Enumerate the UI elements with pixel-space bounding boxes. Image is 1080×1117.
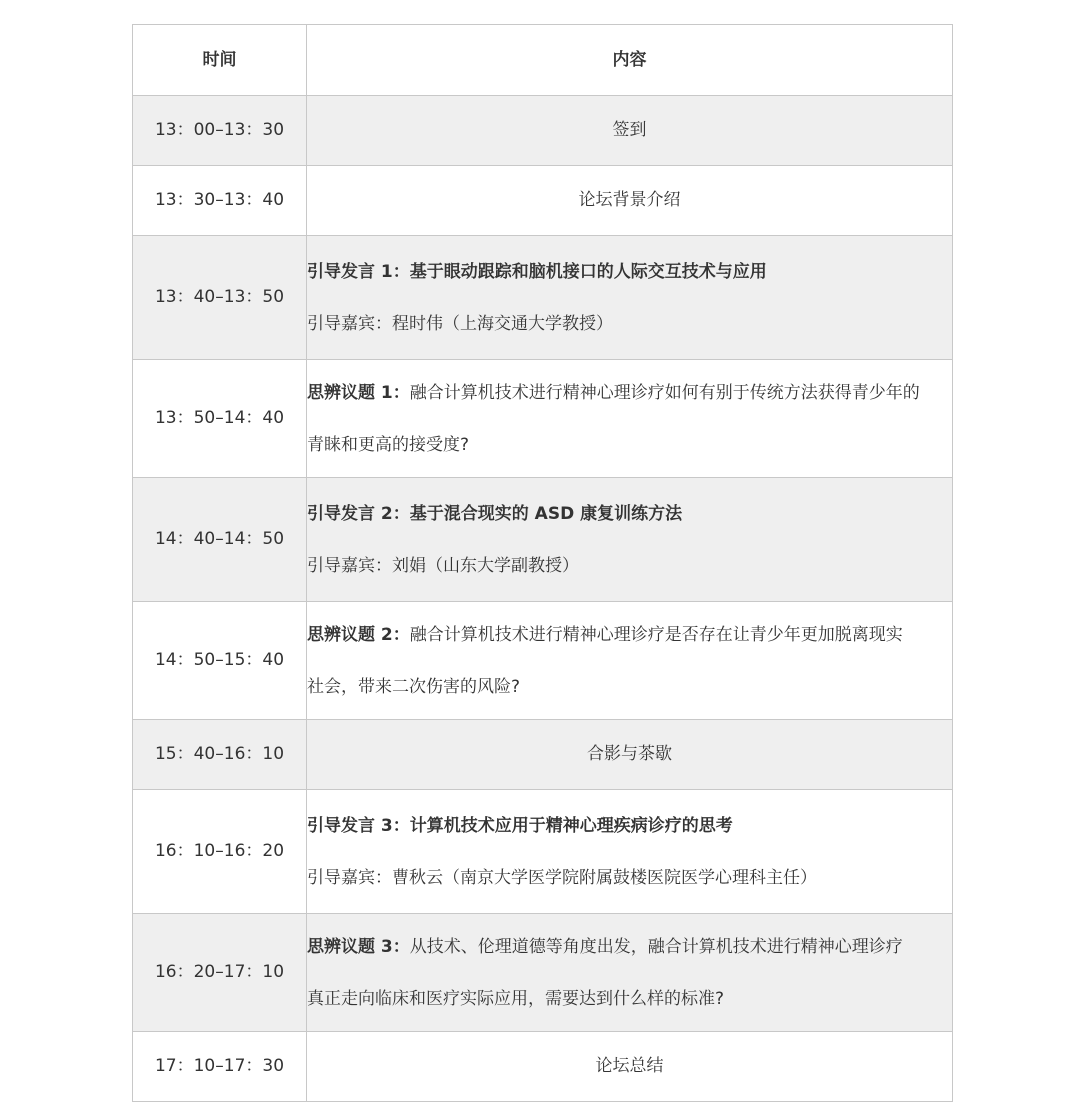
topic-text-line1: 融合计算机技术进行精神心理诊疗是否存在让青少年更加脱离现实 bbox=[409, 624, 903, 645]
time-cell: 13：40–13：50 bbox=[133, 236, 307, 360]
table-row bbox=[133, 914, 953, 1032]
talk-guest: 引导嘉宾：刘娟（山东大学副教授） bbox=[307, 555, 579, 576]
content-cell: 论坛总结 bbox=[307, 1032, 953, 1102]
time-cell: 15：40–16：10 bbox=[133, 720, 307, 790]
content-cell bbox=[307, 790, 953, 914]
topic-label: 思辨议题 3： bbox=[307, 936, 410, 957]
topic-label: 思辨议题 2： bbox=[307, 624, 410, 645]
table-row bbox=[133, 602, 953, 720]
content-cell bbox=[307, 478, 953, 602]
time-cell: 14：40–14：50 bbox=[133, 478, 307, 602]
talk-title: 引导发言 2：基于混合现实的 ASD 康复训练方法 bbox=[307, 503, 683, 524]
table-row bbox=[133, 236, 953, 360]
table-header-row bbox=[133, 25, 953, 96]
content-cell bbox=[307, 360, 953, 478]
talk-title: 引导发言 1：基于眼动跟踪和脑机接口的人际交互技术与应用 bbox=[307, 261, 767, 282]
time-cell: 16：20–17：10 bbox=[133, 914, 307, 1032]
topic-text-line2: 真正走向临床和医疗实际应用，需要达到什么样的标准? bbox=[307, 988, 725, 1009]
topic-text-line1: 从技术、伦理道德等角度出发，融合计算机技术进行精神心理诊疗 bbox=[409, 936, 903, 957]
table-row bbox=[133, 790, 953, 914]
topic-text-line2: 青睐和更高的接受度? bbox=[307, 434, 470, 455]
topic-text-line1: 融合计算机技术进行精神心理诊疗如何有别于传统方法获得青少年的 bbox=[409, 382, 920, 403]
time-cell: 13：00–13：30 bbox=[133, 96, 307, 166]
table-row bbox=[133, 720, 953, 790]
content-cell bbox=[307, 602, 953, 720]
table-row bbox=[133, 96, 953, 166]
column-header-content: 内容 bbox=[307, 25, 953, 96]
talk-guest: 引导嘉宾：程时伟（上海交通大学教授） bbox=[307, 313, 613, 334]
topic-label: 思辨议题 1： bbox=[307, 382, 410, 403]
time-cell: 14：50–15：40 bbox=[133, 602, 307, 720]
table-row bbox=[133, 360, 953, 478]
topic-text-line2: 社会，带来二次伤害的风险? bbox=[307, 676, 521, 697]
table-row bbox=[133, 166, 953, 236]
column-header-time: 时间 bbox=[133, 25, 307, 96]
content-cell: 合影与茶歇 bbox=[307, 720, 953, 790]
content-cell bbox=[307, 236, 953, 360]
content-cell: 签到 bbox=[307, 96, 953, 166]
content-cell: 论坛背景介绍 bbox=[307, 166, 953, 236]
content-cell bbox=[307, 914, 953, 1032]
talk-guest: 引导嘉宾：曹秋云（南京大学医学院附属鼓楼医院医学心理科主任） bbox=[307, 867, 817, 888]
schedule-table bbox=[132, 24, 953, 1102]
table-row bbox=[133, 1032, 953, 1102]
talk-title: 引导发言 3：计算机技术应用于精神心理疾病诊疗的思考 bbox=[307, 815, 733, 836]
time-cell: 16：10–16：20 bbox=[133, 790, 307, 914]
time-cell: 17：10–17：30 bbox=[133, 1032, 307, 1102]
table-row bbox=[133, 478, 953, 602]
time-cell: 13：30–13：40 bbox=[133, 166, 307, 236]
time-cell: 13：50–14：40 bbox=[133, 360, 307, 478]
